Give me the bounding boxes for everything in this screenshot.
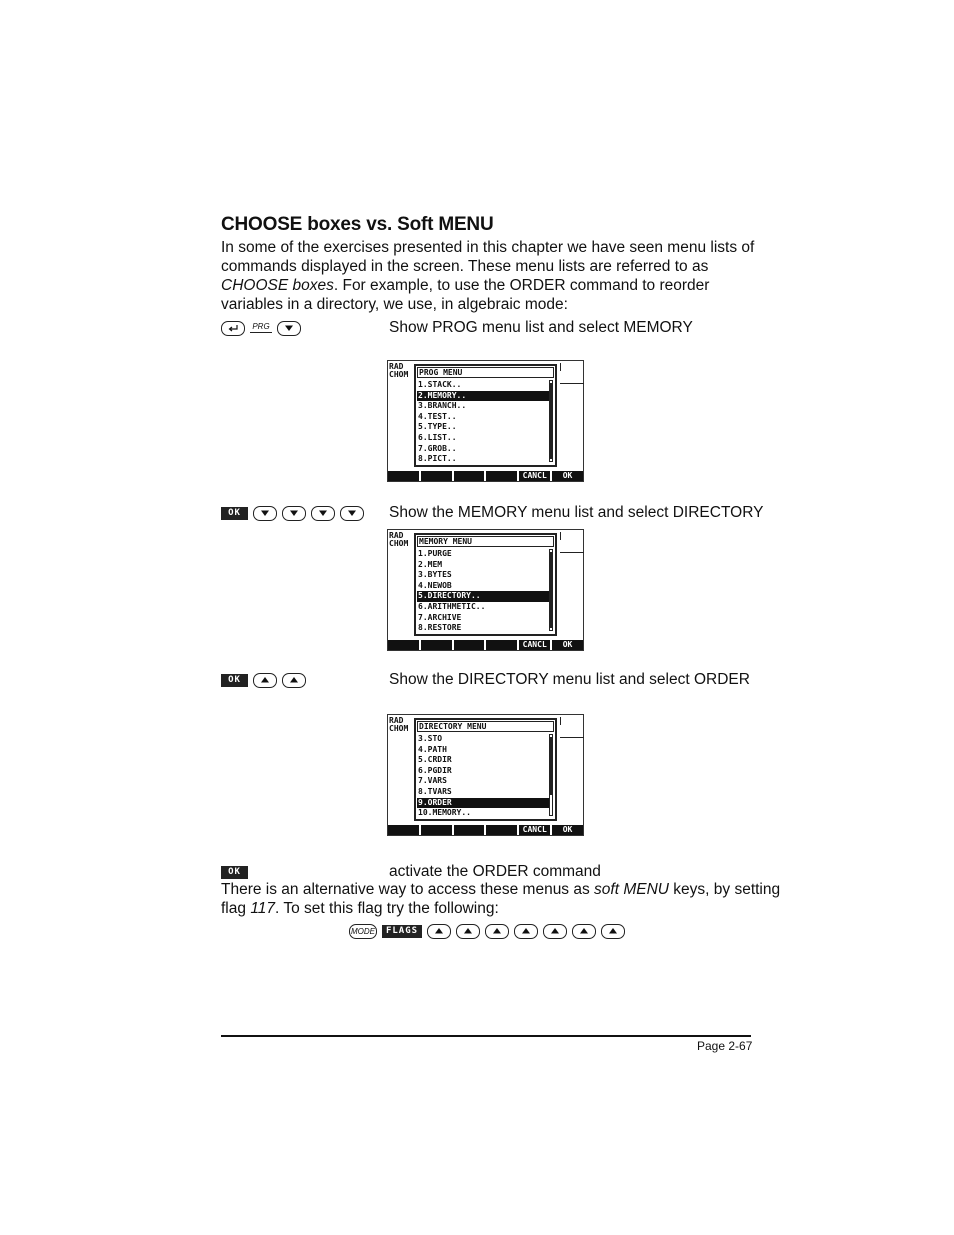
up-arrow-key [543,924,567,939]
menu-item[interactable]: 7.ARCHIVE [418,612,462,622]
step1-description: Show PROG menu list and select MEMORY [389,319,693,336]
left-shift-arrow-icon [227,324,239,332]
ok-softkey-icon: OK [221,866,248,879]
up-arrow-key [427,924,451,939]
menu-item[interactable]: 7.GROB.. [418,443,457,453]
soft-key-1[interactable] [388,640,419,650]
menu-item[interactable]: 10.MEMORY.. [418,808,471,818]
menu-item[interactable]: 4.NEWOB [418,580,452,590]
up-arrow-key [514,924,538,939]
up-arrow-key [253,673,277,688]
up-arrow-key [282,673,306,688]
flag-number: 117 [250,900,276,917]
choose-box-title: PROG MENU [417,367,554,378]
choose-box [414,364,557,467]
down-arrow-key [340,506,364,521]
ok-soft-key[interactable]: OK [550,825,583,835]
choose-box-title: DIRECTORY MENU [417,721,554,732]
menu-item[interactable]: 3.BRANCH.. [418,401,467,411]
menu-item[interactable]: 1.STACK.. [418,380,462,389]
soft-key-2[interactable] [419,471,452,481]
scrollbar[interactable] [549,549,553,631]
up-arrow-icon [578,927,590,935]
up-arrow-icon [259,676,271,684]
down-arrow-icon [288,509,300,517]
menu-item[interactable]: 4.PATH [418,744,447,754]
soft-menu-bar [388,640,583,650]
down-arrow-icon [283,324,295,332]
step2-keys [221,503,364,523]
menu-item[interactable]: 8.TVARS [418,786,452,796]
cancel-soft-key[interactable]: CANCL [517,640,550,650]
soft-key-1[interactable] [388,825,419,835]
soft-menu-bar [388,471,583,481]
menu-item[interactable]: 5.TYPE.. [418,422,457,432]
step3-description: Show the DIRECTORY menu list and select ORDER [389,671,750,688]
menu-item[interactable]: 6.LIST.. [418,432,457,442]
intro-line-3 [221,276,709,295]
mode-key: MODE [349,924,377,939]
down-arrow-key [311,506,335,521]
menu-item-selected[interactable]: 2.MEMORY.. [417,391,549,402]
calculator-screen-directory-menu [387,714,584,836]
choose-box [414,718,557,821]
up-arrow-icon [607,927,619,935]
down-arrow-key [282,506,306,521]
step4-description: activate the ORDER command [389,863,601,880]
soft-key-2[interactable] [419,640,452,650]
calculator-screen-prog-menu [387,360,584,482]
intro-line-2: commands displayed in the screen. These menu lists are referred to as [221,258,709,275]
scrollbar[interactable] [549,734,553,816]
down-arrow-key [277,321,301,336]
menu-item[interactable]: 5.CRDIR [418,755,452,765]
alt-line-2: flag 117. To set this flag try the following: [221,900,499,917]
soft-menu-bar [388,825,583,835]
up-arrow-icon [520,927,532,935]
up-arrow-icon [433,927,445,935]
scrollbar[interactable] [549,380,553,462]
intro-line-1: In some of the exercises presented in this chapter we have seen menu lists of [221,239,755,256]
choose-boxes-term: CHOOSE boxes [221,277,334,294]
section-heading: CHOOSE boxes vs. Soft MENU [221,214,494,235]
soft-key-4[interactable] [484,471,517,481]
menu-item[interactable]: 6.PGDIR [418,765,452,775]
step3-keys [221,670,306,690]
up-arrow-key [456,924,480,939]
intro-line-3-rest: . For example, to use the ORDER command to reorder [333,277,710,294]
up-arrow-key [572,924,596,939]
down-arrow-key [253,506,277,521]
menu-item[interactable]: 1.PURGE [418,549,452,558]
down-arrow-icon [259,509,271,517]
up-arrow-key [601,924,625,939]
ok-softkey-icon: OK [221,507,248,520]
footer-rule [221,1035,751,1037]
page-number: Page 2-67 [697,1039,753,1053]
calculator-screen-memory-menu [387,529,584,651]
up-arrow-icon [549,927,561,935]
menu-item[interactable]: 7.VARS [418,776,447,786]
soft-key-3[interactable] [452,471,485,481]
soft-key-4[interactable] [484,640,517,650]
up-arrow-icon [288,676,300,684]
cancel-soft-key[interactable]: CANCL [517,825,550,835]
ok-soft-key[interactable]: OK [550,640,583,650]
choose-box-title: MEMORY MENU [417,536,554,547]
down-arrow-icon [346,509,358,517]
intro-line-4: variables in a directory, we use, in algebraic mode: [221,296,568,313]
cancel-soft-key[interactable]: CANCL [517,471,550,481]
flags-softkey-icon: FLAGS [382,925,422,938]
menu-item[interactable]: 3.BYTES [418,570,452,580]
step1-keys [221,318,301,338]
down-arrow-icon [317,509,329,517]
menu-item[interactable]: 3.STO [418,734,443,743]
mode-indicator: RAD CHOM [389,362,409,379]
step4-keys [221,862,248,882]
left-shift-key [221,321,245,336]
step2-description: Show the MEMORY menu list and select DIRECTORY [389,504,764,521]
mode-indicator: RAD CHOM [389,716,409,733]
prg-key-label: PRG [250,323,272,333]
menu-item[interactable]: 8.PICT.. [418,454,457,464]
up-arrow-key [485,924,509,939]
menu-item[interactable]: 4.TEST.. [418,411,457,421]
flag-key-sequence [349,921,625,941]
menu-item-selected[interactable]: 5.DIRECTORY.. [417,591,549,602]
soft-key-1[interactable] [388,471,419,481]
menu-item[interactable]: 2.MEM [418,559,443,569]
alt-line-1: There is an alternative way to access these menus as soft MENU keys, by setting [221,881,781,898]
choose-box [414,533,557,636]
up-arrow-icon [491,927,503,935]
up-arrow-icon [462,927,474,935]
ok-soft-key[interactable]: OK [550,471,583,481]
soft-menu-term: soft MENU [594,881,669,898]
soft-key-3[interactable] [452,825,485,835]
soft-key-4[interactable] [484,825,517,835]
menu-item[interactable]: 6.ARITHMETIC.. [418,601,486,611]
ok-softkey-icon: OK [221,674,248,687]
soft-key-3[interactable] [452,640,485,650]
soft-key-2[interactable] [419,825,452,835]
mode-indicator: RAD CHOM [389,531,409,548]
menu-item[interactable]: 8.RESTORE [418,623,462,633]
menu-item-selected[interactable]: 9.ORDER [417,798,549,809]
